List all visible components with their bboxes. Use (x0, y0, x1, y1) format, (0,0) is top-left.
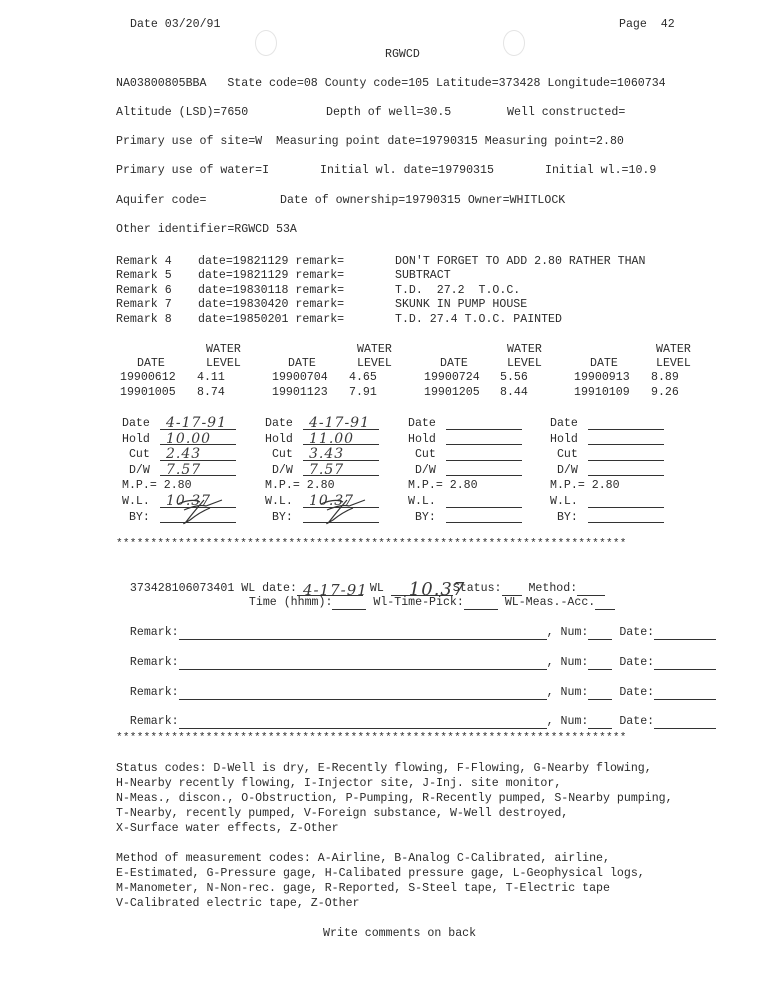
remark-field-row (116, 642, 716, 670)
altitude: Altitude (LSD)=7650 (116, 106, 249, 119)
wl-date: 19900724 (424, 371, 480, 384)
remark-text: SUBTRACT (395, 269, 451, 282)
wl-value: 5.56 (500, 371, 528, 384)
card-cut-field[interactable] (446, 448, 522, 461)
primary-use-water: Primary use of water=I (116, 164, 270, 177)
well-constructed: Well constructed= (507, 106, 626, 119)
card-hold-label: Hold (550, 432, 578, 446)
wl-date: 19900612 (120, 371, 176, 384)
num-label: , Num: (546, 686, 589, 699)
col-header-water: WATER (507, 343, 542, 356)
site-id-line: NA03800805BBA State code=08 County code=105 Latitude=373428 Longitude=1060734 (116, 77, 666, 90)
remark-label: Remark 5 (116, 269, 172, 282)
remark-date: date=19830420 remark= (198, 298, 345, 311)
wl-value: 7.91 (349, 386, 377, 399)
remark-field-label: Remark: (129, 656, 179, 669)
time-pick-field[interactable] (464, 596, 498, 610)
card-cut-field[interactable] (588, 448, 664, 461)
card-cut-label: Cut (550, 448, 578, 462)
card-cut-value: 3.43 (309, 446, 345, 463)
card-hold-field[interactable] (588, 432, 664, 445)
measurement-card-4 (550, 416, 680, 525)
remark-field-row (116, 612, 716, 640)
measurement-card-3 (408, 416, 538, 525)
wl-value: 8.44 (500, 386, 528, 399)
depth-of-well: Depth of well=30.5 (326, 106, 452, 119)
card-hold-label: Hold (122, 432, 150, 446)
date-label: Date: (619, 686, 655, 699)
remark-field-label: Remark: (129, 686, 179, 699)
card-dw-label: D/W (408, 463, 436, 477)
method-codes-line: E-Estimated, G-Pressure gage, H-Calibated pressure gage, L-Geophysical logs, (116, 867, 645, 880)
remark-field-row (116, 701, 716, 729)
wl-date: 19900913 (574, 371, 630, 384)
col-header-water: WATER (206, 343, 241, 356)
remark-label: Remark 4 (116, 255, 172, 268)
status-codes-line: H-Nearby recently flowing, I-Injector site, J-Inj. site monitor, (116, 777, 562, 790)
card-by-field[interactable] (303, 510, 379, 523)
remark-date: date=19821129 remark= (198, 269, 345, 282)
col-header-date: DATE (288, 357, 316, 370)
card-by-field[interactable] (588, 510, 664, 523)
remark-field-label: Remark: (129, 715, 179, 728)
card-by-label: BY: (265, 510, 293, 524)
remark-label: Remark 7 (116, 298, 172, 311)
card-wl-label: W.L. (122, 494, 150, 508)
other-identifier: Other identifier=RGWCD 53A (116, 223, 297, 236)
date-input[interactable] (654, 715, 716, 729)
card-cut-label: Cut (122, 448, 150, 462)
signature-icon (313, 496, 373, 526)
page-number: Page 42 (619, 18, 675, 31)
remark-text: T.D. 27.2 T.O.C. (395, 284, 521, 297)
time-label: Time (hhmm): (248, 596, 333, 609)
remark-text: DON'T FORGET TO ADD 2.80 RATHER THAN (395, 255, 646, 268)
meas-acc-field[interactable] (595, 596, 615, 610)
card-dw-value: 7.57 (166, 461, 202, 478)
date-label: Date: (619, 715, 655, 728)
card-date-field[interactable] (446, 417, 522, 430)
card-date-label: Date (550, 417, 578, 430)
col-header-water: WATER (357, 343, 392, 356)
remark-field-row (116, 672, 716, 700)
remark-input[interactable] (179, 686, 547, 700)
status-codes-line: Status codes: D-Well is dry, E-Recently flowing, F-Flowing, G-Nearby flowing, (116, 762, 652, 775)
card-date-field[interactable] (303, 417, 379, 430)
card-hold-label: Hold (265, 432, 293, 446)
entry-line-2 (235, 579, 615, 610)
col-header-level: LEVEL (357, 357, 392, 370)
card-by-label: BY: (550, 510, 578, 524)
card-by-field[interactable] (446, 510, 522, 523)
card-dw-field[interactable] (303, 463, 379, 476)
time-pick-label: Wl-Time-Pick: (373, 596, 464, 609)
wl-date-label: WL date: (241, 582, 297, 595)
card-hold-value: 11.00 (309, 430, 355, 447)
wl-date: 19910109 (574, 386, 630, 399)
punch-hole-right (503, 30, 525, 56)
card-by-label: BY: (408, 510, 436, 524)
num-input[interactable] (588, 715, 612, 729)
entry-site-id: 373428106073401 (129, 582, 235, 595)
punch-hole-left (255, 30, 277, 56)
wl-date: 19901123 (272, 386, 328, 399)
card-date-value: 4-17-91 (166, 415, 227, 431)
date-input[interactable] (654, 686, 716, 700)
card-wl-field[interactable] (588, 495, 664, 508)
col-header-level: LEVEL (206, 357, 241, 370)
wl-value: 10.37 (408, 579, 466, 600)
initial-wl: Initial wl.=10.9 (545, 164, 657, 177)
wl-date: 19901205 (424, 386, 480, 399)
agency-title: RGWCD (385, 48, 420, 61)
remark-label: Remark 6 (116, 284, 172, 297)
card-hold-field[interactable] (303, 432, 379, 445)
signature-icon (170, 496, 230, 526)
primary-use-site: Primary use of site=W Measuring point date=19790315 Measuring point=2.80 (116, 135, 624, 148)
measurement-card-2 (265, 416, 395, 525)
card-cut-label: Cut (265, 448, 293, 462)
card-date-label: Date (408, 417, 436, 430)
card-mp-label: M.P.= 2.80 (408, 479, 478, 493)
separator: ************************************************************************** (116, 732, 627, 744)
remark-input[interactable] (179, 656, 547, 670)
print-date: Date 03/20/91 (130, 18, 221, 31)
method-label: Method: (528, 582, 578, 595)
num-input[interactable] (588, 626, 612, 640)
date-label: Date: (619, 656, 655, 669)
remark-date: date=19830118 remark= (198, 284, 345, 297)
method-codes-line: Method of measurement codes: A-Airline, B-Analog C-Calibrated, airline, (116, 852, 610, 865)
col-header-date: DATE (440, 357, 468, 370)
card-wl-value: 10.37 (166, 492, 212, 509)
card-hold-label: Hold (408, 432, 436, 446)
card-date-label: Date (122, 417, 150, 430)
card-cut-field[interactable] (160, 448, 236, 461)
remark-text: SKUNK IN PUMP HOUSE (395, 298, 528, 311)
remark-date: date=19821129 remark= (198, 255, 345, 268)
card-mp-label: M.P.= 2.80 (265, 479, 335, 493)
card-mp-label: M.P.= 2.80 (550, 479, 620, 493)
remark-date: date=19850201 remark= (198, 313, 345, 326)
wl-value: 8.89 (651, 371, 679, 384)
wl-value: 4.65 (349, 371, 377, 384)
card-cut-value: 2.43 (166, 446, 202, 463)
col-header-level: LEVEL (656, 357, 691, 370)
card-wl-field[interactable] (446, 495, 522, 508)
initial-wl-date: Initial wl. date=19790315 (320, 164, 494, 177)
wl-date-value: 4-17-91 (302, 581, 368, 599)
card-dw-value: 7.57 (309, 461, 345, 478)
num-label: , Num: (546, 715, 589, 728)
measurement-card-1 (122, 416, 252, 525)
aquifer-code: Aquifer code= (116, 194, 207, 207)
remark-field-label: Remark: (129, 626, 179, 639)
meas-acc-label: WL-Meas.-Acc. (504, 596, 596, 609)
card-dw-field[interactable] (160, 463, 236, 476)
card-hold-value: 10.00 (166, 430, 212, 447)
remark-label: Remark 8 (116, 313, 172, 326)
status-codes-line: T-Nearby, recently pumped, V-Foreign substance, W-Well destroyed, (116, 807, 569, 820)
separator: ************************************************************************** (116, 538, 627, 550)
card-cut-label: Cut (408, 448, 436, 462)
card-dw-label: D/W (265, 463, 293, 477)
card-dw-label: D/W (122, 463, 150, 477)
wl-value: 8.74 (197, 386, 225, 399)
col-header-level: LEVEL (507, 357, 542, 370)
wl-date: 19901005 (120, 386, 176, 399)
card-dw-field[interactable] (446, 463, 522, 476)
wl-label: WL (369, 582, 384, 595)
method-codes-line: M-Manometer, N-Non-rec. gage, R-Reported, S-Steel tape, T-Electric tape (116, 882, 610, 895)
wl-value: 4.11 (197, 371, 225, 384)
date-label: Date: (619, 626, 655, 639)
card-dw-label: D/W (550, 463, 578, 477)
num-label: , Num: (546, 626, 589, 639)
col-header-date: DATE (590, 357, 618, 370)
status-codes-line: X-Surface water effects, Z-Other (116, 822, 339, 835)
card-by-label: BY: (122, 510, 150, 524)
method-codes-line: V-Calibrated electric tape, Z-Other (116, 897, 360, 910)
col-header-water: WATER (656, 343, 691, 356)
status-codes-line: N-Meas., discon., O-Obstruction, P-Pumping, R-Recently pumped, S-Nearby pumping, (116, 792, 673, 805)
col-header-date: DATE (137, 357, 165, 370)
date-input[interactable] (654, 656, 716, 670)
ownership: Date of ownership=19790315 Owner=WHITLOCK (280, 194, 566, 207)
num-input[interactable] (588, 656, 612, 670)
card-dw-field[interactable] (588, 463, 664, 476)
footer-note: Write comments on back (323, 927, 477, 940)
num-label: , Num: (546, 656, 589, 669)
card-by-field[interactable] (160, 510, 236, 523)
card-date-label: Date (265, 417, 293, 430)
card-wl-label: W.L. (265, 494, 293, 508)
card-cut-field[interactable] (303, 448, 379, 461)
card-date-value: 4-17-91 (309, 415, 370, 431)
remark-text: T.D. 27.4 T.O.C. PAINTED (395, 313, 562, 326)
card-mp-label: M.P.= 2.80 (122, 479, 192, 493)
card-wl-label: W.L. (550, 494, 578, 508)
num-input[interactable] (588, 686, 612, 700)
date-input[interactable] (654, 626, 716, 640)
remark-input[interactable] (179, 715, 547, 729)
card-hold-field[interactable] (446, 432, 522, 445)
wl-value: 9.26 (651, 386, 679, 399)
status-label: Status: (452, 582, 502, 595)
time-field[interactable] (332, 596, 366, 610)
card-hold-field[interactable] (160, 432, 236, 445)
wl-date: 19900704 (272, 371, 328, 384)
card-date-field[interactable] (160, 417, 236, 430)
card-wl-value: 10.37 (309, 492, 355, 509)
card-wl-label: W.L. (408, 494, 436, 508)
remark-input[interactable] (179, 626, 547, 640)
card-date-field[interactable] (588, 417, 664, 430)
